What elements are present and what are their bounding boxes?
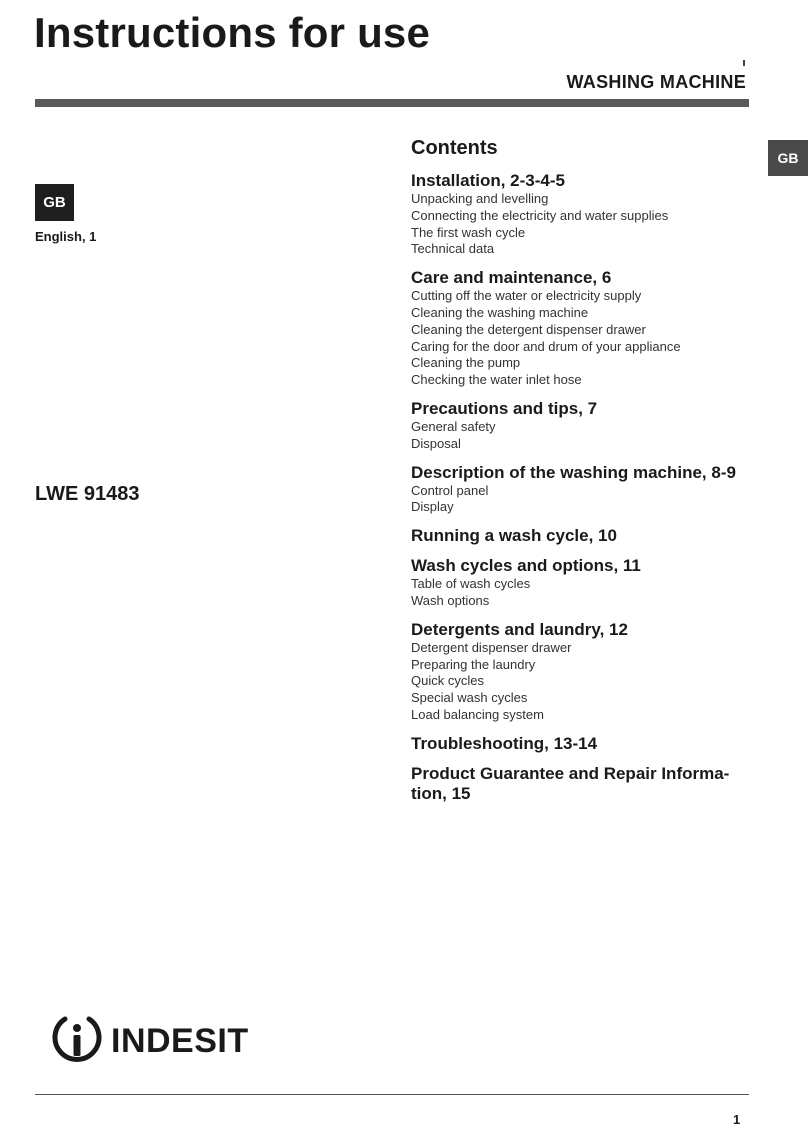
toc-item: Wash options (411, 592, 490, 608)
toc-item-list (411, 640, 761, 724)
brand-logo (52, 1013, 249, 1069)
toc-item: Display (411, 499, 454, 515)
model-number: LWE 91483 (35, 483, 140, 505)
toc-section (411, 399, 761, 453)
toc-section (411, 171, 761, 258)
language-badge: GB (35, 184, 74, 221)
toc-item: Connecting the electricity and water supplies (411, 207, 669, 223)
toc-section (411, 268, 761, 389)
page-number: 1 (733, 1112, 741, 1127)
toc-item: Special wash cycles (411, 690, 528, 706)
toc-item-list (411, 483, 761, 517)
toc-section-list (411, 171, 761, 804)
toc-section (411, 526, 761, 546)
product-type-label: WASHING MACHINE (566, 72, 746, 92)
toc-item-list (411, 191, 761, 258)
table-of-contents (411, 136, 761, 814)
header-tick-mark (743, 60, 745, 66)
toc-item: Cleaning the pump (411, 355, 521, 371)
toc-item: Load balancing system (411, 706, 544, 722)
toc-section (411, 620, 761, 724)
toc-section-title: Care and maintenance, 6 (411, 268, 612, 288)
toc-section (411, 556, 761, 610)
toc-item-list (411, 576, 761, 610)
toc-item: Detergent dispenser drawer (411, 639, 572, 655)
toc-item: Disposal (411, 435, 461, 451)
document-title: Instructions for use (34, 9, 431, 56)
toc-item: Technical data (411, 241, 495, 257)
toc-item-list (411, 288, 761, 389)
toc-section-title: Installation, 2-3-4-5 (411, 171, 565, 190)
toc-item: The first wash cycle (411, 224, 526, 240)
language-side-tab: GB (768, 140, 808, 176)
toc-section-title: Product Guarantee and Repair Informa- tion, 15 (411, 763, 730, 803)
toc-item: Cleaning the detergent dispenser drawer (411, 321, 646, 337)
language-label: English, 1 (35, 229, 97, 244)
toc-item: Quick cycles (411, 673, 484, 689)
toc-item-list (411, 419, 761, 453)
toc-section-title: Running a wash cycle, 10 (411, 526, 617, 546)
contents-heading: Contents (411, 137, 498, 159)
brand-name: INDESIT (111, 1022, 249, 1060)
toc-item: Preparing the laundry (411, 656, 536, 672)
toc-section-title: Precautions and tips, 7 (411, 398, 598, 418)
header-rule (35, 99, 749, 107)
toc-item: General safety (411, 418, 496, 434)
toc-section (411, 734, 761, 754)
indesit-logo-icon (52, 1014, 102, 1068)
toc-item: Table of wash cycles (411, 576, 531, 592)
toc-item: Caring for the door and drum of your appliance (411, 338, 681, 354)
toc-section-title: Wash cycles and options, 11 (411, 556, 641, 576)
toc-item: Cutting off the water or electricity supply (411, 288, 642, 304)
footer-rule (35, 1094, 749, 1095)
toc-item: Unpacking and levelling (411, 191, 549, 206)
toc-section (411, 463, 761, 517)
toc-section-title: Troubleshooting, 13-14 (411, 733, 598, 753)
toc-section-title: Description of the washing machine, 8-9 (411, 462, 736, 482)
toc-item: Control panel (411, 482, 489, 498)
toc-item: Checking the water inlet hose (411, 372, 582, 388)
toc-section-title: Detergents and laundry, 12 (411, 619, 628, 639)
toc-item: Cleaning the washing machine (411, 304, 589, 320)
toc-section (411, 764, 761, 804)
